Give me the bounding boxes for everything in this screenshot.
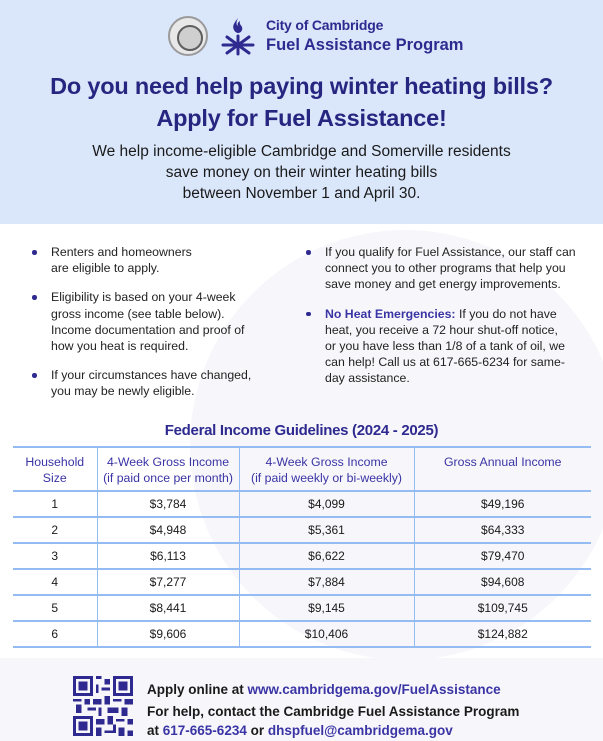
contact-line: at 617-665-6234 or dhspfuel@cambridgema.gov [147,723,453,738]
bullet-icon [306,312,311,317]
bullet-icon [32,250,37,255]
list-item: If you qualify for Fuel Assistance, our staff can connect you to other programs that help you save money and get energy improvements. [306,244,591,293]
contact-info [147,680,519,740]
column-header-annual: Gross Annual Income [414,447,591,491]
table-row: 5 $8,441 $9,145 $109,745 [13,595,591,621]
table-title: Federal Income Guidelines (2024 - 2025) [164,422,439,439]
table-row: 2 $4,948 $5,361 $64,333 [13,517,591,543]
income-guidelines-table [13,446,591,648]
table-row: 6 $9,606 $10,406 $124,882 [13,621,591,647]
bullet-icon [32,295,37,300]
headline-line-2: Apply for Fuel Assistance! [156,105,447,131]
brand-lockup [168,13,463,59]
help-line: For help, contact the Cambridge Fuel Assistance Program [147,704,520,719]
apply-line: Apply online at www.cambridgema.gov/FuelAssistance [147,682,501,697]
table-header-row [13,447,591,491]
list-item: Eligibility is based on your 4-week gross income (see table below). Income documentation and proof of how you heat is required. [32,289,252,354]
intro-line-1: We help income-eligible Cambridge and Somerville residents [92,143,511,160]
intro-line-3: between November 1 and April 30. [182,185,421,202]
header-banner [0,0,603,224]
apply-url-link[interactable]: www.cambridgema.gov/FuelAssistance [247,682,501,697]
column-header-weekly: 4-Week Gross Income (if paid weekly or bi-weekly) [239,447,414,491]
phone-link[interactable]: 617-665-6234 [162,723,247,738]
emergency-label: No Heat Emergencies: [325,306,456,321]
city-seal-icon [168,16,208,56]
intro-line-2: save money on their winter heating bills [165,164,438,181]
bullet-icon [306,250,311,255]
column-header-household-size: Household Size [13,447,97,491]
table-row: 3 $6,113 $6,622 $79,470 [13,543,591,569]
list-item: If your circumstances have changed, you may be newly eligible. [32,367,272,399]
table-row: 1 $3,784 $4,099 $49,196 [13,491,591,517]
intro-text [0,141,603,204]
qr-code-icon[interactable] [73,676,133,736]
column-header-monthly: 4-Week Gross Income (if paid once per month) [97,447,239,491]
page-title [0,70,603,134]
org-city: City of Cambridge [266,17,384,34]
email-link[interactable]: dhspfuel@cambridgema.gov [267,723,453,738]
list-item-emergency: No Heat Emergencies: If you do not have heat, you receive a 72 hour shut-off notice, or you have less than 1/8 of a tank of oil, we can help! Call us at 617-665-6234 for same-day assistance. [306,306,568,387]
bullet-icon [32,373,37,378]
list-item: Renters and homeowners are eligible to apply. [32,244,202,276]
services-list [306,244,591,400]
headline-line-1: Do you need help paying winter heating bills? [50,73,553,99]
fuel-assistance-flame-icon [218,16,258,56]
eligibility-list [32,244,282,413]
table-row: 4 $7,277 $7,884 $94,608 [13,569,591,595]
org-program: Fuel Assistance Program [266,35,464,54]
